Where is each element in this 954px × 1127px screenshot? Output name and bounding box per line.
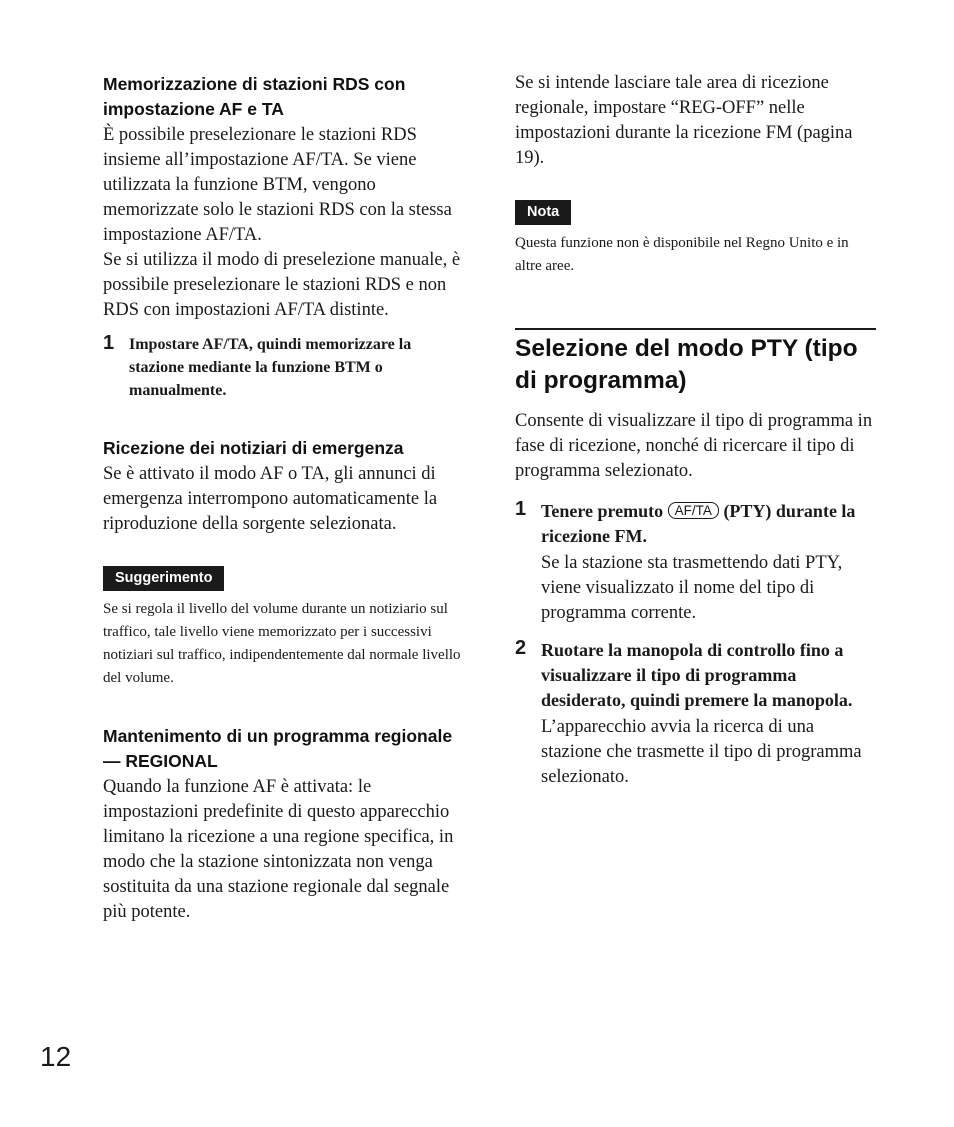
section-title-pty: Selezione del modo PTY (tipo di programma) [515,335,858,394]
tip-box [103,566,465,591]
tip-text: Se si regola il livello del volume durante un notiziario sul traffico, tale livello viene memorizzato per i successivi notiziari sul traffico, indipendentemente dal normale livello del volume. [103,601,461,686]
step-instruction: Ruotare la manopola di controllo fino a visualizzare il tipo di programma desiderato, quindi premere la manopola. [541,640,853,710]
right-column [515,70,877,790]
step-instruction-pre: Tenere premuto [541,501,664,521]
section-title-rds-memorization: Memorizzazione di stazioni RDS con impostazione AF e TA [103,74,406,119]
step-number: 1 [103,332,115,354]
section-title-emergency-news: Ricezione dei notiziari di emergenza [103,438,404,458]
page-number: 12 [40,1041,72,1072]
note-label: Nota [515,200,571,225]
paragraph-reg-off: Se si intende lasciare tale area di ricezione regionale, impostare “REG-OFF” nelle impostazioni durante la ricezione FM (pagina 19). [515,73,853,168]
note-text: Questa funzione non è disponibile nel Regno Unito e in altre aree. [515,235,849,274]
tip-label: Suggerimento [103,566,224,591]
step-instruction: Impostare AF/TA, quindi memorizzare la stazione mediante la funzione BTM o manualmente. [129,336,412,399]
section-title-regional: Mantenimento di un programma regionale — REGIONAL [103,726,453,771]
step-description: L’apparecchio avvia la ricerca di una stazione che trasmette il tipo di programma selezionato. [541,717,862,787]
step-instruction-post: (PTY) durante la ricezione FM. [541,501,856,546]
paragraph-regional: Quando la funzione AF è attivata: le impostazioni predefinite di questo apparecchio limitano la ricezione a una regione specifica, in modo che la stazione sintonizzata non venga sostituita da una stazione regionale dal segnale più potente. [103,777,454,922]
section-divider [515,328,876,330]
step-description: Se la stazione sta trasmettendo dati PTY, viene visualizzato il nome del tipo di programma corrente. [541,553,843,623]
af-ta-button-icon: AF/TA [668,502,719,519]
left-column [103,70,465,925]
paragraph-emergency-news: Se è attivato il modo AF o TA, gli annunci di emergenza interrompono automaticamente la riproduzione della sorgente selezionata. [103,464,438,534]
step-instruction [541,499,877,549]
paragraph-manual-preset: Se si utilizza il modo di preselezione manuale, è possibile preselezionare le stazioni RDS e non RDS con impostazioni AF/TA distinte. [103,250,461,320]
paragraph-rds-preset: È possibile preselezionare le stazioni RDS insieme all’impostazione AF/TA. Se viene utilizzata la funzione BTM, vengono memorizzate solo le stazioni RDS con la stessa impostazione AF/TA. [103,125,452,245]
step-2-pty [515,638,877,790]
step-1-pty [515,499,877,626]
note-box [515,200,877,225]
step-number: 2 [515,637,527,659]
step-number: 1 [515,498,527,520]
step-1-rds [103,333,465,402]
paragraph-pty-intro: Consente di visualizzare il tipo di programma in fase di ricezione, nonché di ricercare il tipo di programma selezionato. [515,411,873,481]
